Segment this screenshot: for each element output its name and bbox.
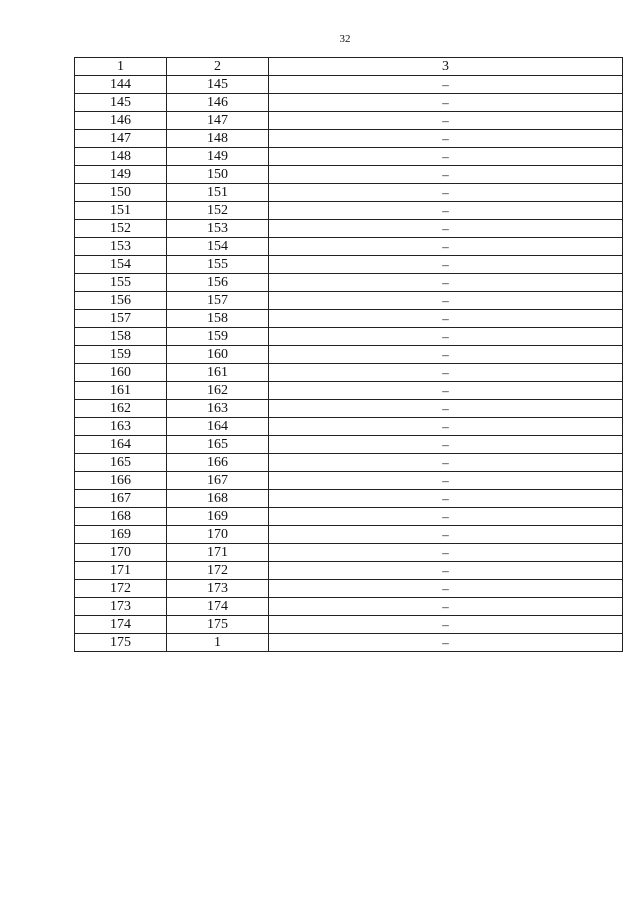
table-cell-col-2: 155 bbox=[167, 256, 269, 274]
table-cell-col-3: – bbox=[269, 328, 623, 346]
table-row bbox=[75, 490, 623, 508]
table-row bbox=[75, 202, 623, 220]
table-row bbox=[75, 508, 623, 526]
table-row bbox=[75, 292, 623, 310]
table-cell-col-1: 145 bbox=[75, 94, 167, 112]
table-cell-col-3: – bbox=[269, 220, 623, 238]
table-cell-col-3: – bbox=[269, 166, 623, 184]
table-row bbox=[75, 562, 623, 580]
table-cell-col-2: 162 bbox=[167, 382, 269, 400]
table-cell-col-3: – bbox=[269, 112, 623, 130]
table-cell-col-1: 169 bbox=[75, 526, 167, 544]
table-cell-col-2: 151 bbox=[167, 184, 269, 202]
table-cell-col-3: – bbox=[269, 454, 623, 472]
table-cell-col-3: – bbox=[269, 436, 623, 454]
table-cell-col-2: 148 bbox=[167, 130, 269, 148]
table-cell-col-3: – bbox=[269, 274, 623, 292]
table-cell-col-2: 1 bbox=[167, 634, 269, 652]
table-row bbox=[75, 76, 623, 94]
table-cell-col-3: – bbox=[269, 472, 623, 490]
table-cell-col-2: 161 bbox=[167, 364, 269, 382]
table-row bbox=[75, 310, 623, 328]
table-cell-col-2: 171 bbox=[167, 544, 269, 562]
column-header-1: 1 bbox=[75, 58, 167, 76]
table-cell-col-1: 158 bbox=[75, 328, 167, 346]
table-row bbox=[75, 238, 623, 256]
table-cell-col-2: 172 bbox=[167, 562, 269, 580]
table-cell-col-2: 160 bbox=[167, 346, 269, 364]
table-cell-col-2: 173 bbox=[167, 580, 269, 598]
table-cell-col-3: – bbox=[269, 382, 623, 400]
table-cell-col-1: 166 bbox=[75, 472, 167, 490]
table-row bbox=[75, 616, 623, 634]
table-row bbox=[75, 400, 623, 418]
table-cell-col-2: 166 bbox=[167, 454, 269, 472]
table-cell-col-1: 173 bbox=[75, 598, 167, 616]
table-row bbox=[75, 94, 623, 112]
table-cell-col-1: 151 bbox=[75, 202, 167, 220]
table-cell-col-1: 160 bbox=[75, 364, 167, 382]
table-row bbox=[75, 346, 623, 364]
table-cell-col-3: – bbox=[269, 184, 623, 202]
table-cell-col-3: – bbox=[269, 130, 623, 148]
table-cell-col-1: 172 bbox=[75, 580, 167, 598]
table-cell-col-2: 152 bbox=[167, 202, 269, 220]
table-cell-col-1: 152 bbox=[75, 220, 167, 238]
table-cell-col-2: 174 bbox=[167, 598, 269, 616]
table-cell-col-2: 153 bbox=[167, 220, 269, 238]
table-row bbox=[75, 418, 623, 436]
table-cell-col-3: – bbox=[269, 346, 623, 364]
table-cell-col-2: 159 bbox=[167, 328, 269, 346]
table-row bbox=[75, 382, 623, 400]
table-cell-col-2: 157 bbox=[167, 292, 269, 310]
table-cell-col-2: 170 bbox=[167, 526, 269, 544]
table-cell-col-3: – bbox=[269, 508, 623, 526]
table-cell-col-1: 159 bbox=[75, 346, 167, 364]
table-cell-col-2: 164 bbox=[167, 418, 269, 436]
table-cell-col-3: – bbox=[269, 562, 623, 580]
table-cell-col-1: 157 bbox=[75, 310, 167, 328]
table-cell-col-1: 170 bbox=[75, 544, 167, 562]
table-row bbox=[75, 112, 623, 130]
data-table bbox=[74, 57, 623, 652]
table-cell-col-1: 162 bbox=[75, 400, 167, 418]
table-cell-col-3: – bbox=[269, 544, 623, 562]
table-cell-col-2: 167 bbox=[167, 472, 269, 490]
table-row bbox=[75, 454, 623, 472]
table-cell-col-3: – bbox=[269, 580, 623, 598]
table-cell-col-2: 168 bbox=[167, 490, 269, 508]
table-cell-col-2: 147 bbox=[167, 112, 269, 130]
table-cell-col-1: 155 bbox=[75, 274, 167, 292]
column-header-2: 2 bbox=[167, 58, 269, 76]
table-cell-col-2: 154 bbox=[167, 238, 269, 256]
table-row bbox=[75, 220, 623, 238]
table-cell-col-2: 163 bbox=[167, 400, 269, 418]
table-cell-col-2: 149 bbox=[167, 148, 269, 166]
table-cell-col-2: 169 bbox=[167, 508, 269, 526]
table-cell-col-3: – bbox=[269, 598, 623, 616]
page-number: 32 bbox=[339, 33, 351, 45]
table-row bbox=[75, 328, 623, 346]
table-cell-col-1: 171 bbox=[75, 562, 167, 580]
table-cell-col-2: 156 bbox=[167, 274, 269, 292]
table-row bbox=[75, 184, 623, 202]
table-cell-col-1: 147 bbox=[75, 130, 167, 148]
table-row bbox=[75, 148, 623, 166]
table-cell-col-1: 150 bbox=[75, 184, 167, 202]
table-cell-col-1: 146 bbox=[75, 112, 167, 130]
table-cell-col-2: 146 bbox=[167, 94, 269, 112]
table-cell-col-3: – bbox=[269, 148, 623, 166]
table-cell-col-1: 154 bbox=[75, 256, 167, 274]
table-body bbox=[75, 76, 623, 652]
table-row bbox=[75, 166, 623, 184]
table-row bbox=[75, 130, 623, 148]
table-cell-col-1: 167 bbox=[75, 490, 167, 508]
table-cell-col-1: 175 bbox=[75, 634, 167, 652]
table-row bbox=[75, 472, 623, 490]
table-row bbox=[75, 364, 623, 382]
table-cell-col-3: – bbox=[269, 400, 623, 418]
table-cell-col-2: 145 bbox=[167, 76, 269, 94]
table-cell-col-1: 153 bbox=[75, 238, 167, 256]
table-cell-col-3: – bbox=[269, 364, 623, 382]
table-cell-col-3: – bbox=[269, 526, 623, 544]
table-cell-col-1: 165 bbox=[75, 454, 167, 472]
table-cell-col-3: – bbox=[269, 94, 623, 112]
table-cell-col-1: 163 bbox=[75, 418, 167, 436]
table-cell-col-3: – bbox=[269, 76, 623, 94]
table-cell-col-3: – bbox=[269, 634, 623, 652]
table-cell-col-1: 164 bbox=[75, 436, 167, 454]
table-row bbox=[75, 634, 623, 652]
table-cell-col-3: – bbox=[269, 616, 623, 634]
table-cell-col-1: 148 bbox=[75, 148, 167, 166]
table-cell-col-3: – bbox=[269, 490, 623, 508]
table-cell-col-1: 149 bbox=[75, 166, 167, 184]
column-header-3: 3 bbox=[269, 58, 623, 76]
table-cell-col-1: 161 bbox=[75, 382, 167, 400]
table-cell-col-3: – bbox=[269, 256, 623, 274]
table-cell-col-3: – bbox=[269, 238, 623, 256]
table-row bbox=[75, 274, 623, 292]
table-row bbox=[75, 598, 623, 616]
table-row bbox=[75, 436, 623, 454]
table-cell-col-1: 174 bbox=[75, 616, 167, 634]
table-row bbox=[75, 256, 623, 274]
table-cell-col-2: 165 bbox=[167, 436, 269, 454]
table-cell-col-1: 168 bbox=[75, 508, 167, 526]
table-header-row bbox=[75, 58, 623, 76]
table-cell-col-3: – bbox=[269, 310, 623, 328]
table-row bbox=[75, 526, 623, 544]
table-cell-col-1: 144 bbox=[75, 76, 167, 94]
table-cell-col-3: – bbox=[269, 292, 623, 310]
table-cell-col-3: – bbox=[269, 418, 623, 436]
table-cell-col-2: 175 bbox=[167, 616, 269, 634]
table-cell-col-2: 158 bbox=[167, 310, 269, 328]
table-cell-col-1: 156 bbox=[75, 292, 167, 310]
table-row bbox=[75, 544, 623, 562]
table-cell-col-2: 150 bbox=[167, 166, 269, 184]
table-row bbox=[75, 580, 623, 598]
table-cell-col-3: – bbox=[269, 202, 623, 220]
